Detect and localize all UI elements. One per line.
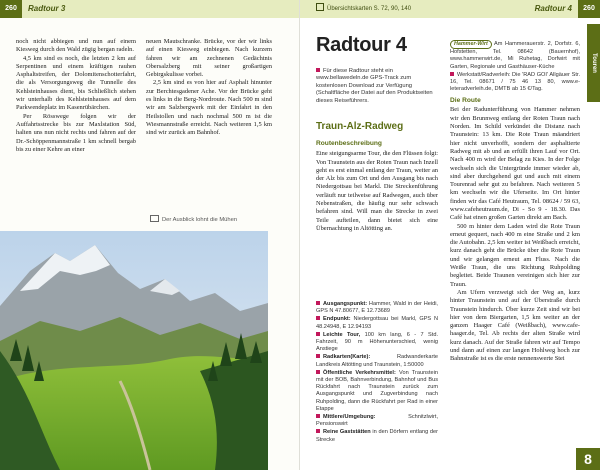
running-head: Radtour 3	[28, 4, 66, 13]
paragraph: 4,5 km sind es noch, die letzten 2 km auf Serpentinen und einem kräftigen rauhen Asphaltstreifen, der Dolomitenschotterfahrt, die als Versorgungsweg die Tunnelle des Kehlsteinhauses dient, bis Schließlich stehen wir unterhalb des Kehlsteinhauses auf dem Parkwendeplatz im Kasenrübärchen.	[16, 54, 136, 112]
route-heading: Die Route	[450, 97, 481, 105]
fact-item: Reine Gaststätten in den Dörfern entlang der Strecke	[316, 429, 438, 443]
subheading: Routenbeschreibung	[316, 140, 382, 147]
section-title: Traun-Alz-Radweg	[316, 121, 404, 132]
bullet-icon	[316, 68, 320, 72]
right-page-header	[300, 0, 600, 18]
page-number: 260	[0, 0, 22, 18]
paragraph: 2,5 km sind es von hier auf Asphalt hinunter zur Berchtesgadener Ache. Vor der Brücke geht es links in die Berg-Nordroute. Nach 500 m sind wir am Salzbergwerk mit der Einfahrt in den Heilstollen und nach nochmal 500 m ist die Wiesmannstraße erreicht. Nach weiteren 1,5 km sind wir zurück am Bahnhof.	[146, 79, 272, 137]
mountain-landscape-image	[0, 231, 268, 470]
paragraph: Bei der Radunterführung von Hammer nehmen wir den Brunnweg entlang der Roten Traun nach Norden. Im Schild verkündet die Distanz nach Traunstein: 13 km. Die Rote Traun mäandriert hier nicht unverhofft, sondern der asphaltierte Radweg mit ab und an erfüllt ihren Lauf vor Ort. Nach 400 m wird der Belag zu Kies. In der Folge wechseln sich die Untergründe immer wieder ab, sind aber durchgehend gut und auch mit einem Tourenrad sehr gut zu befahren. Nach weiteren 5 km wechseln wir die Uferseite. Im Ort hinter finden wir das Café Heutraum, Tel. 08624 / 59 63, www.cafeheutraum.de, Di - So 9 - 18.30. Das Café hat einen großen Garten direkt am Bach.	[450, 106, 580, 222]
tour-title: Radtour 4	[316, 34, 407, 56]
info-item: Werkstatt/Radverleih: Die 'RAD GOI' Allgäuer Str. 16, Tel. 08671 / 75 46 13 80, www.e-leteradverleih.de, DMTB ab 15 €/Tag.	[450, 71, 580, 93]
chapter-number: 8	[576, 448, 600, 470]
mountain-photo	[0, 231, 268, 470]
route-text	[450, 106, 580, 436]
info-item: Hammer-Wirt Am Hammerauerstr. 2, Dorfstr. 6, Hofstetten, Tel. 08642 (Bauernhof), www.hammerwirt.de, Mi Ruhetag, Dorfwirt mit Garten, Regionale und Gasthäuser-Küche	[450, 41, 581, 70]
practical-info	[450, 40, 580, 93]
restaurant-badge: Hammer-Wirt	[450, 40, 492, 49]
tour-facts-list	[316, 301, 438, 445]
fact-item: Leichte Tour, 100 km lang, 6 - 7 Std. Fahrzeit, 90 m Höhenunterschied, wenig Anstiege	[316, 331, 438, 353]
chapter-tab: Touren	[587, 24, 600, 102]
text-column-1	[16, 38, 136, 218]
running-head: Radtour 4	[534, 4, 572, 13]
routebeschreibung	[316, 140, 438, 298]
fact-item: Öffentliche Verkehrsmittel: Von Traunstein mit der BOB, Bahnverbindung, Bahnhof und Bus Rückfahrt nach Traunstein zurück zum Ausgangspunkt und Zugverbindung nach Ruhpolding, dann die Rückfahrt per Rad in einer Etappe	[316, 369, 438, 412]
fact-item: Mittlere/Umgebung: Schnitzlwirt, Pensionswirt	[316, 414, 438, 428]
right-page	[300, 0, 600, 470]
fact-item: Ausgangspunkt: Hammer, Wald in der Heidi, GPS N 47.80677, E 12.73689	[316, 301, 438, 315]
fact-item: Endpunkt: Niedergottsau bei Markl, GPS N 48.24948, E 12.94193	[316, 316, 438, 330]
paragraph: noch nicht abbiegen und nun auf einem Kiesweg durch den Wald zügig bergan radeln.	[16, 38, 136, 54]
right-column	[450, 40, 580, 436]
photo-caption: Der Ausblick lohnt die Mühen	[150, 215, 237, 223]
overview-maps-reference: Übersichtskarten S. 72, 90, 140	[316, 0, 411, 18]
page-number: 260	[578, 0, 600, 18]
left-page-header	[0, 0, 300, 18]
paragraph: Eine steigungsarme Tour, die den Flüssen folgt: Von Traunstein aus der Roten Traun nach Inzell geht es erst einmal entlang der Traun, weiter an der Alz bis zum Ort und den Ausgang bis nach Niedergottsau bei Markl. Die Streckenführung verläuft nur teilweise auf Radwegen, auch über Nebenstraßen, die häufig nur sehr schwach befahren sind. Will man die Strecke in zwei Teile aufteilen, dann bietet sich eine Übernachtung in Altötting an.	[316, 150, 438, 232]
paragraph: neuen Mautschranke. Brücke, vor der wir links auf einen Kiesweg einbiegen. Nach kurzem fahren wir am zechnenen Gedächtnis Obersalzberg mit seiner großartigen Gebirgskulisse vorbei.	[146, 38, 272, 79]
fact-item: Radkarten(Karte): Radwanderkarte Landkreis Altötting und Traunstein, 1:50000	[316, 354, 438, 368]
text-column-2	[146, 38, 272, 198]
gps-info-box: Für diese Radtour steht ein www.bellawedeln.de GPS-Track zum kostenlosen Download zur Verfügung (Schaltfläche der Datei auf den Produktseiten dieses Reiseführers.	[316, 68, 433, 104]
paragraph: Per Rösswege folgen wir der Auffahrtsstrecke bis zur Maxlstation Süd, halten uns nun nicht rechts und fahren auf der Dr.-Schöppenmannstraße 1 km schnell bergab bis zu einer Kehre an einer	[16, 112, 136, 153]
camera-icon	[150, 215, 159, 222]
paragraph: 500 m hinter dem Laden wird die Rote Traun erneut gequert, nach 400 m eine Straße und 2 km die Autobahn. 2,5 km weiter ist Weißbach erreicht, kurz danach geht die Brücke über die Rote Traun und wir gelangen erneut am Fluss. Nach die Weiße Traun, die uns Richtung Ruhpolding begleitet. Beide Traunen vereinigen sich hier zur Traun.	[450, 222, 580, 288]
paragraph: Am Ufern verzweigt sich der Weg an, kurz hinter Traunstein und auf der Überstraße durch Traunstein hindurch. Über kurze Zeit sind wir bei hier von dem Biergarten, 1,5 km weiter an der ganzen Haager Café (Weißbach), www.cafe-haager.de, Tel. Ab rechts der alten Straße wird kurz danach. Auf der Straße fahren wir auf Tempo und dann auf einen zur langen Hohlweg hoch zur Bahnstraße ist es die erste nennenswerte Stei	[450, 288, 580, 363]
